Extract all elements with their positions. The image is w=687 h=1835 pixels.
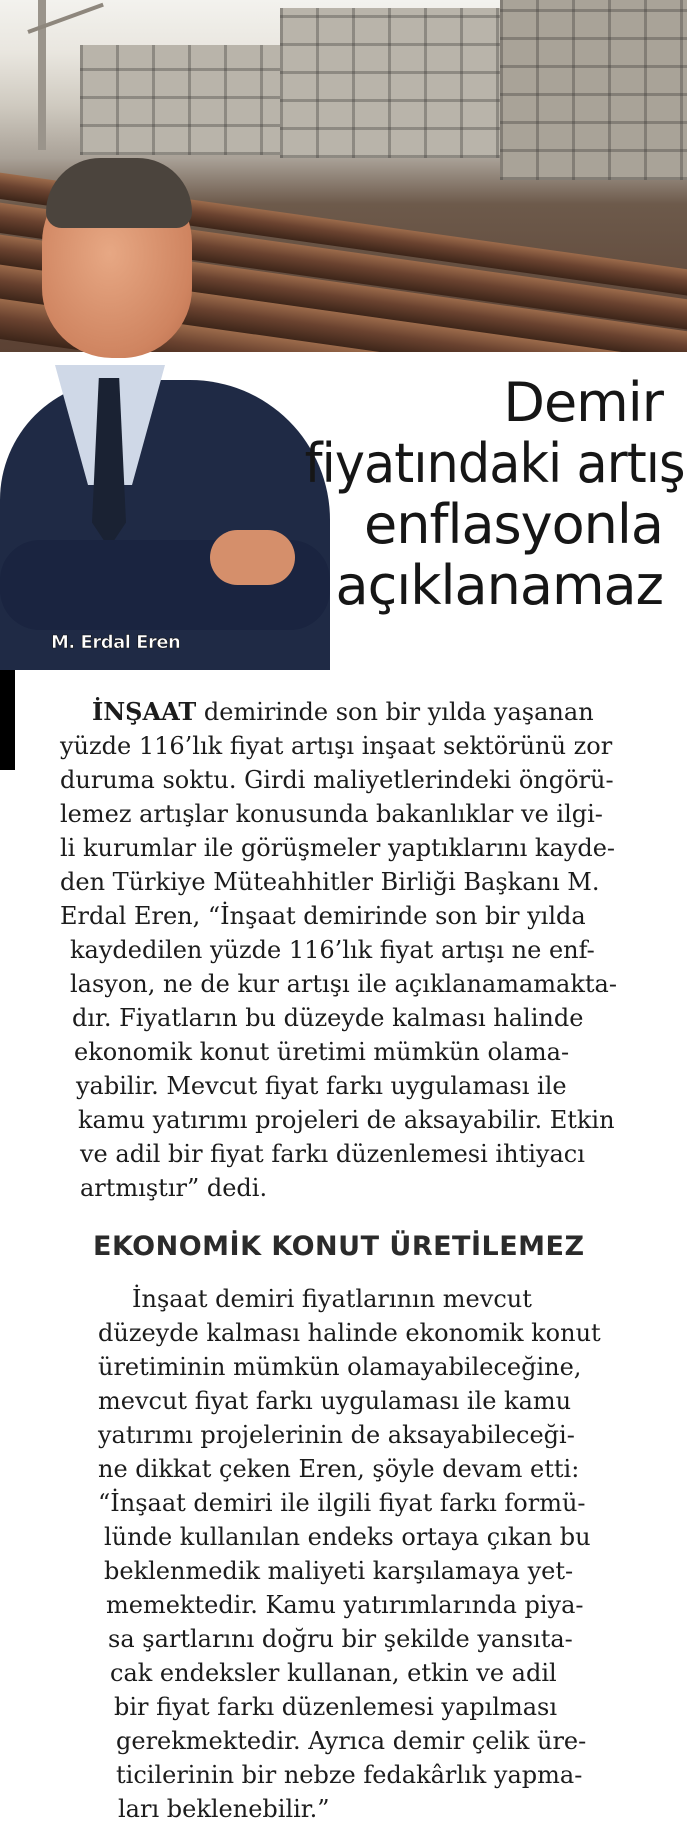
text-line: cak endeksler kullanan, etkin ve adil [110, 1659, 557, 1687]
text-line: düzeyde kalması halinde ekonomik konut [98, 1319, 601, 1347]
text-line: bir fiyat farkı düzenlemesi yapılması [114, 1693, 558, 1721]
lead-rest: demirinde son bir yılda yaşanan [196, 698, 594, 726]
text-line: den Türkiye Müteahhitler Birliği Başkanı M. [60, 868, 600, 896]
text-line: duruma soktu. Girdi maliyetlerindeki öngörü- [60, 766, 614, 794]
text-line: ticilerinin bir nebze fedakârlık yapma- [116, 1761, 583, 1789]
text-line [92, 697, 594, 727]
text-line: Erdal Eren, “İnşaat demirinde son bir yılda [60, 902, 586, 930]
photo-caption: M. Erdal Eren [51, 632, 181, 653]
text-line: İnşaat demiri fiyatlarının mevcut [132, 1285, 532, 1313]
text-line: artmıştır” dedi. [80, 1174, 268, 1202]
subheading: EKONOMİK KONUT ÜRETİLEMEZ [93, 1231, 585, 1262]
text-line: dır. Fiyatların bu düzeyde kalması halinde [72, 1004, 584, 1032]
text-line: yabilir. Mevcut fiyat farkı uygulaması ile [76, 1072, 567, 1100]
headline-line: fiyatındaki artış [304, 432, 685, 495]
headline-line: Demir [503, 371, 663, 434]
text-line: lasyon, ne de kur artışı ile açıklanamamakta- [70, 970, 617, 998]
text-line: ve adil bir fiyat farkı düzenlemesi ihtiyacı [80, 1140, 585, 1168]
text-line: lemez artışlar konusunda bakanlıklar ve ilgi- [60, 800, 603, 828]
text-line: yüzde 116’lık fiyat artışı inşaat sektörünü zor [60, 732, 613, 760]
text-line: ekonomik konut üretimi mümkün olama- [74, 1038, 570, 1066]
text-line: yatırımı projelerinin de aksayabileceği- [98, 1421, 575, 1449]
text-line: gerekmektedir. Ayrıca demir çelik üre- [116, 1727, 587, 1755]
text-line: lünde kullanılan endeks ortaya çıkan bu [104, 1523, 591, 1551]
headline-line: açıklanamaz [335, 554, 663, 617]
lead-word: İNŞAAT [92, 697, 197, 726]
text-line: sa şartlarını doğru bir şekilde yansıta- [108, 1625, 573, 1653]
text-line: üretiminin mümkün olamayabileceğine, [98, 1353, 582, 1381]
text-line: memektedir. Kamu yatırımlarında piya- [106, 1591, 584, 1619]
text-line: beklenmedik maliyeti karşılamaya yet- [104, 1557, 574, 1585]
text-line: “İnşaat demiri ile ilgili fiyat farkı formü- [98, 1489, 586, 1517]
text-line: ne dikkat çeken Eren, şöyle devam etti: [98, 1455, 580, 1483]
headline-line: enflasyonla [364, 493, 663, 556]
text-line: li kurumlar ile görüşmeler yaptıklarını kayde- [60, 834, 616, 862]
text-line: mevcut fiyat farkı uygulaması ile kamu [98, 1387, 572, 1415]
text-line: kaydedilen yüzde 116’lık fiyat artışı ne enf- [70, 936, 595, 964]
text-line: ları beklenebilir.” [118, 1795, 330, 1823]
text-line: kamu yatırımı projeleri de aksayabilir. Etkin [78, 1106, 615, 1134]
